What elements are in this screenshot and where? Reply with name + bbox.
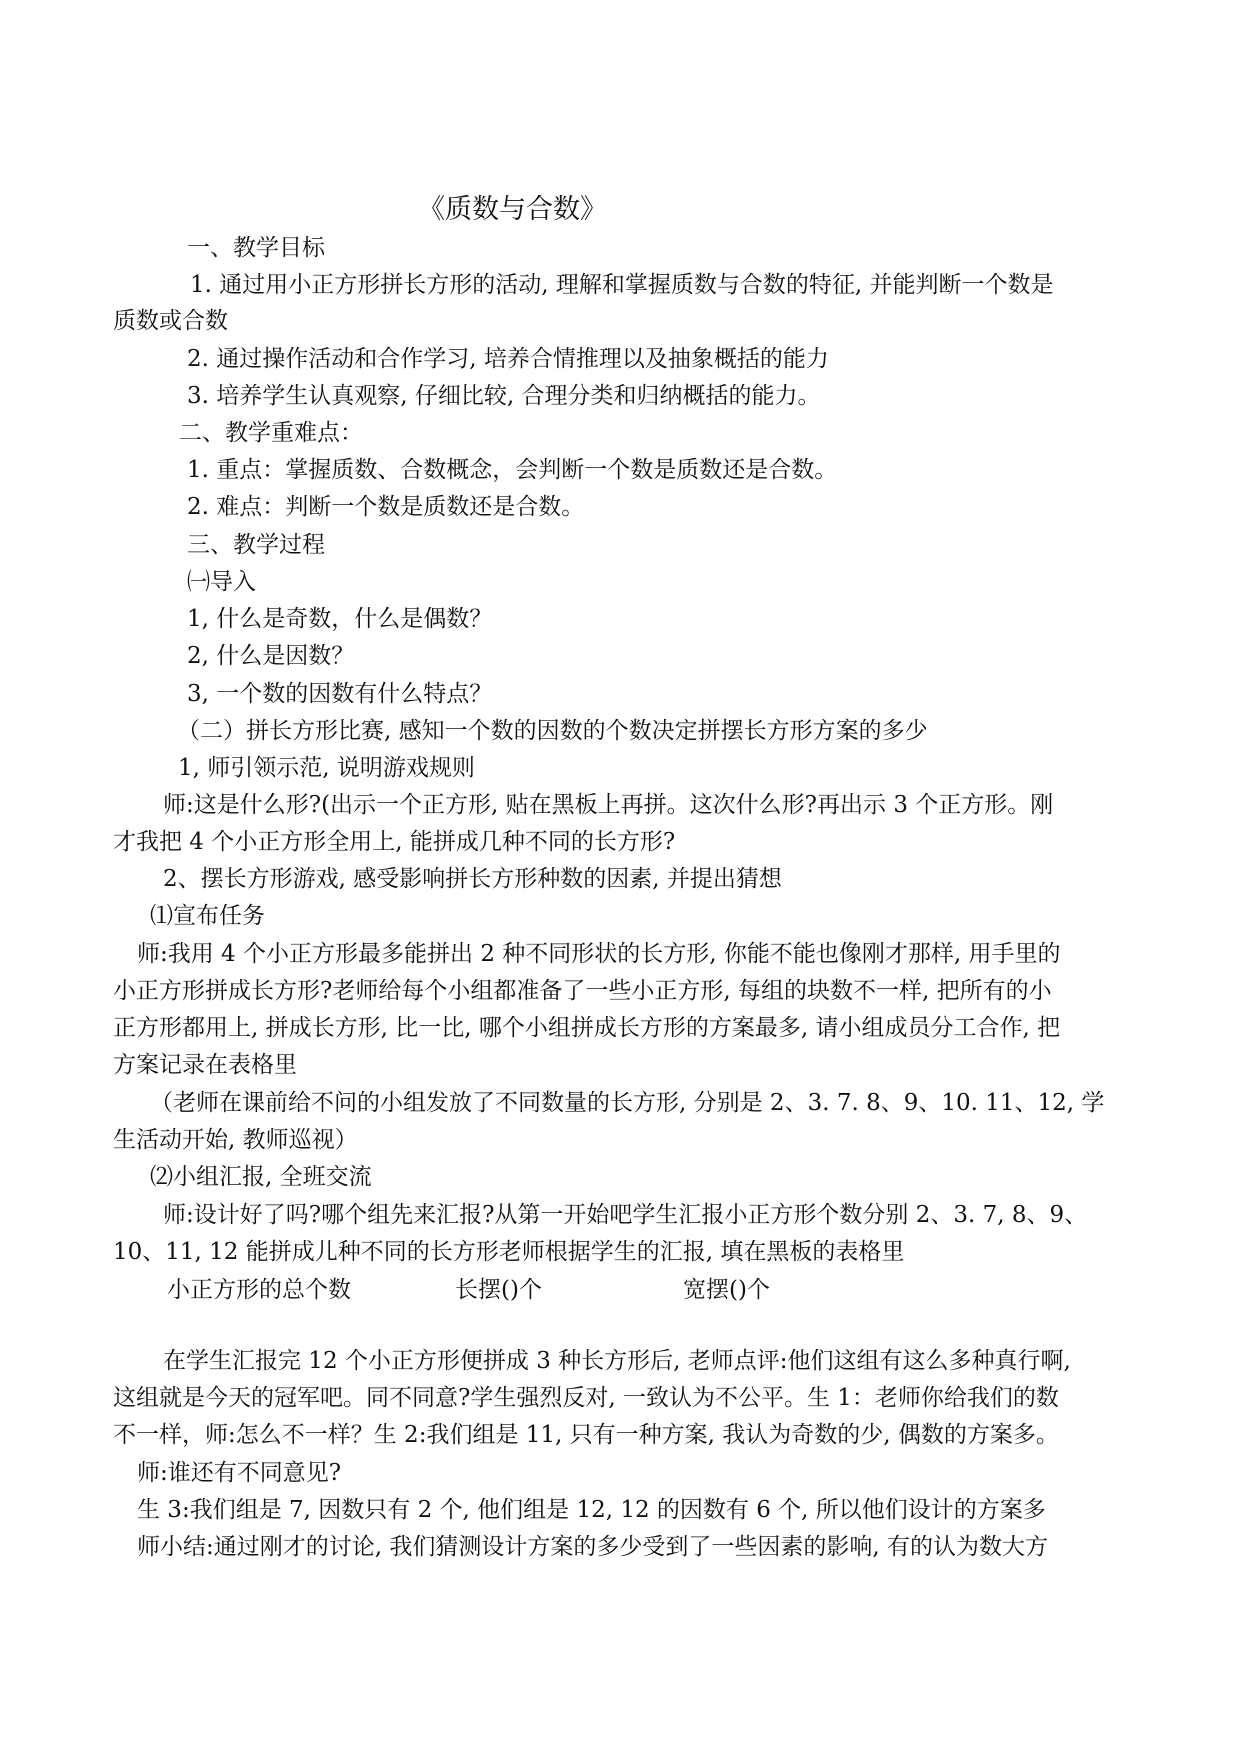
text-line: 不一样，师:怎么不一样？生 2:我们组是 11, 只有一种方案, 我认为奇数的少, 偶数的方案多。	[113, 1422, 1059, 1448]
text-line: 10、11, 12 能拼成儿种不同的长方形老师根据学生的汇报, 填在黑板的表格里	[113, 1239, 905, 1265]
table-header-col1: 小正方形的总个数	[167, 1277, 351, 1303]
text-line: 2, 什么是因数？	[187, 643, 355, 669]
text-line: 2、摆长方形游戏, 感受影响拼长方形种数的因素, 并提出猜想	[163, 866, 782, 892]
document-title: 《质数与合数》	[418, 194, 607, 225]
text-line: 1. 重点：掌握质数、合数概念，会判断一个数是质数还是合数。	[187, 457, 838, 483]
text-line: 2. 难点：判断一个数是质数还是合数。	[187, 494, 585, 520]
text-line: 生活动开始, 教师巡视）	[113, 1127, 358, 1153]
text-line: 师小结:通过刚才的讨论, 我们猜测设计方案的多少受到了一些因素的影响, 有的认为数大方	[137, 1534, 1048, 1560]
text-line: 3, 一个数的因数有什么特点？	[187, 681, 493, 707]
section-heading: 一、教学目标	[187, 235, 325, 261]
text-line: （二）拼长方形比赛, 感知一个数的因数的个数决定拼摆长方形方案的多少	[177, 718, 928, 744]
text-line: 师:设计好了吗?哪个组先来汇报?从第一开始吧学生汇报小正方形个数分别 2、3. 7, 8、9、	[163, 1202, 1088, 1228]
text-line: 正方形都用上, 拼成长方形, 比一比, 哪个小组拼成长方形的方案最多, 请小组成员分工合作, 把	[113, 1015, 1061, 1041]
text-line: 1, 什么是奇数，什么是偶数？	[187, 606, 493, 632]
section-heading: 二、教学重难点：	[179, 420, 363, 446]
text-line: 在学生汇报完 12 个小正方形便拼成 3 种长方形后, 老师点评:他们这组有这么多种真行啊,	[163, 1348, 1071, 1374]
text-line: ㈠导入	[187, 569, 256, 595]
text-line: 才我把 4 个小正方形全用上, 能拼成几种不同的长方形?	[113, 829, 676, 855]
text-line: 师:谁还有不同意见?	[137, 1460, 342, 1486]
text-line: 质数或合数	[113, 308, 228, 334]
text-line: 3. 培养学生认真观察, 仔细比较, 合理分类和归纳概括的能力。	[187, 383, 821, 409]
text-line: ⑵小组汇报, 全班交流	[150, 1164, 372, 1190]
text-line: 方案记录在表格里	[113, 1052, 297, 1078]
text-line: 师:我用 4 个小正方形最多能拼出 2 种不同形状的长方形, 你能不能也像刚才那样, 用手里的	[137, 941, 1061, 967]
table-header-col2: 长摆()个	[455, 1277, 542, 1303]
text-line: ⑴宣布任务	[150, 903, 265, 929]
section-heading: 三、教学过程	[187, 532, 325, 558]
text-line: 1, 师引领示范, 说明游戏规则	[178, 755, 475, 781]
text-line: 这组就是今天的冠军吧。同不同意?学生强烈反对, 一致认为不公平。生 1：老师你给我们的数	[113, 1385, 1059, 1411]
text-line: 师:这是什么形?(出示一个正方形, 贴在黑板上再拼。这次什么形?再出示 3 个正方形。刚	[163, 792, 1054, 818]
text-line: 生 3:我们组是 7, 因数只有 2 个, 他们组是 12, 12 的因数有 6 个, 所以他们设计的方案多	[137, 1497, 1046, 1523]
table-header-col3: 宽摆()个	[683, 1277, 770, 1303]
text-line: 2. 通过操作活动和合作学习, 培养合情推理以及抽象概括的能力	[187, 346, 829, 372]
text-line: 小正方形拼成长方形?老师给每个小组都准备了一些小正方形, 每组的块数不一样, 把所有的小	[113, 978, 1052, 1004]
text-line: 1. 通过用小正方形拼长方形的活动, 理解和掌握质数与合数的特征, 并能判断一个数是	[190, 272, 1054, 298]
text-line: （老师在课前给不问的小组发放了不同数量的长方形, 分别是 2、3. 7. 8、9、10. 11、12, 学	[150, 1090, 1105, 1116]
